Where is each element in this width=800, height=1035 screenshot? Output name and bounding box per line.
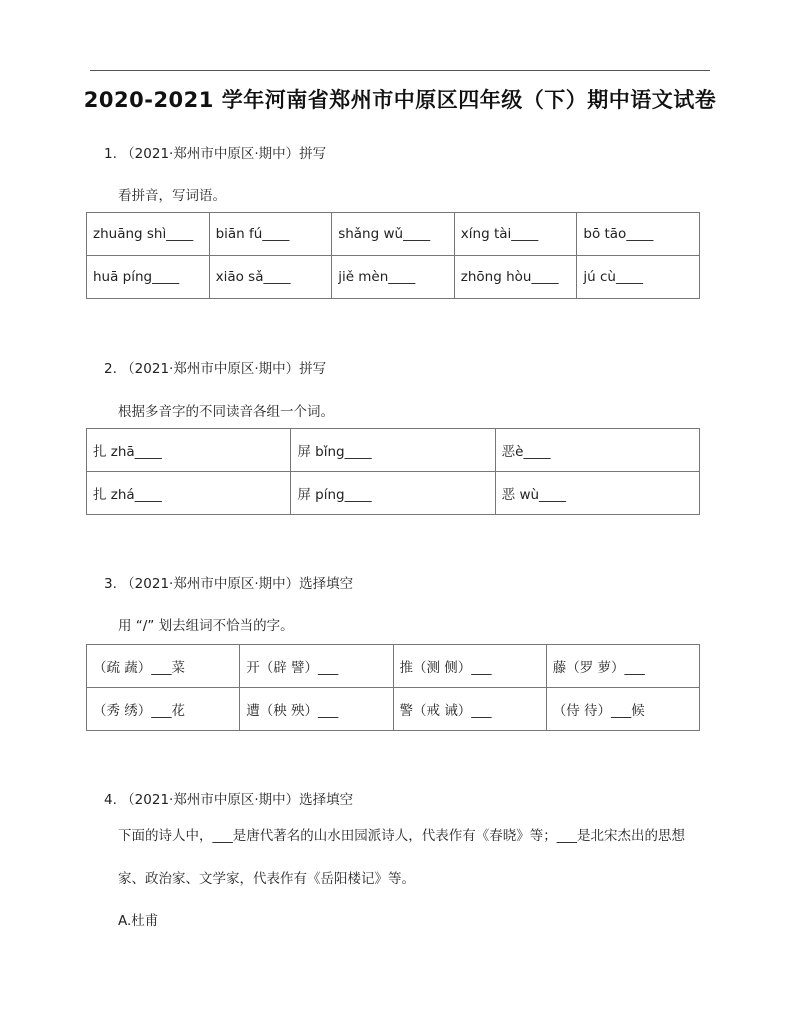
- table-row: [87, 213, 700, 256]
- q3-instruction: 用 “/” 划去组词不恰当的字。: [118, 618, 294, 634]
- q2-cell: 屏 bǐng____: [291, 429, 495, 472]
- q4-stem-line-1: 下面的诗人中，___是唐代著名的山水田园派诗人，代表作有《春晓》等；___是北宋杰出的思想: [118, 828, 685, 844]
- q2-cell: 扎 zhá____: [87, 472, 291, 515]
- q1-cell: bō tāo____: [577, 213, 700, 256]
- q3-cell: 遭（秧 殃）___: [240, 688, 393, 731]
- top-rule: [90, 70, 710, 71]
- q3-cell: （秀 绣）___花: [87, 688, 240, 731]
- q3-header: 3. （2021·郑州市中原区·期中）选择填空: [104, 576, 354, 592]
- q1-cell: xiāo sǎ____: [209, 256, 332, 299]
- q4-header: 4. （2021·郑州市中原区·期中）选择填空: [104, 792, 354, 808]
- q2-cell: 扎 zhā____: [87, 429, 291, 472]
- q1-cell: zhuāng shì____: [87, 213, 210, 256]
- table-row: [87, 472, 700, 515]
- q1-cell: zhōng hòu____: [454, 256, 577, 299]
- q3-cell: 推（测 侧）___: [393, 645, 546, 688]
- q1-cell: xíng tài____: [454, 213, 577, 256]
- q1-header: 1. （2021·郑州市中原区·期中）拼写: [104, 146, 327, 162]
- table-row: [87, 256, 700, 299]
- exam-title: 2020-2021 学年河南省郑州市中原区四年级（下）期中语文试卷: [83, 88, 717, 112]
- q2-cell: 恶è____: [495, 429, 699, 472]
- q1-cell: jú cù____: [577, 256, 700, 299]
- q3-cell: （疏 蔬）___菜: [87, 645, 240, 688]
- q3-cell: （侍 待）___候: [546, 688, 699, 731]
- q1-instruction: 看拼音，写词语。: [118, 188, 226, 204]
- table-row: [87, 429, 700, 472]
- q4-option-a: A.杜甫: [118, 913, 159, 929]
- q3-cell: 开（辟 譬）___: [240, 645, 393, 688]
- q4-stem-line-2: 家、政治家、文学家，代表作有《岳阳楼记》等。: [118, 871, 415, 887]
- table-row: [87, 645, 700, 688]
- q2-cell: 恶 wù____: [495, 472, 699, 515]
- q1-cell: huā píng____: [87, 256, 210, 299]
- q1-cell: biān fú____: [209, 213, 332, 256]
- q3-cell: 警（戒 诫）___: [393, 688, 546, 731]
- q3-cell: 藤（罗 萝）___: [546, 645, 699, 688]
- q2-cell: 屏 píng____: [291, 472, 495, 515]
- q1-table: [86, 212, 700, 299]
- q2-table: [86, 428, 700, 515]
- q2-header: 2. （2021·郑州市中原区·期中）拼写: [104, 361, 327, 377]
- q1-cell: jiě mèn____: [332, 256, 455, 299]
- table-row: [87, 688, 700, 731]
- q2-instruction: 根据多音字的不同读音各组一个词。: [118, 404, 334, 420]
- q3-table: [86, 644, 700, 731]
- q1-cell: shǎng wǔ____: [332, 213, 455, 256]
